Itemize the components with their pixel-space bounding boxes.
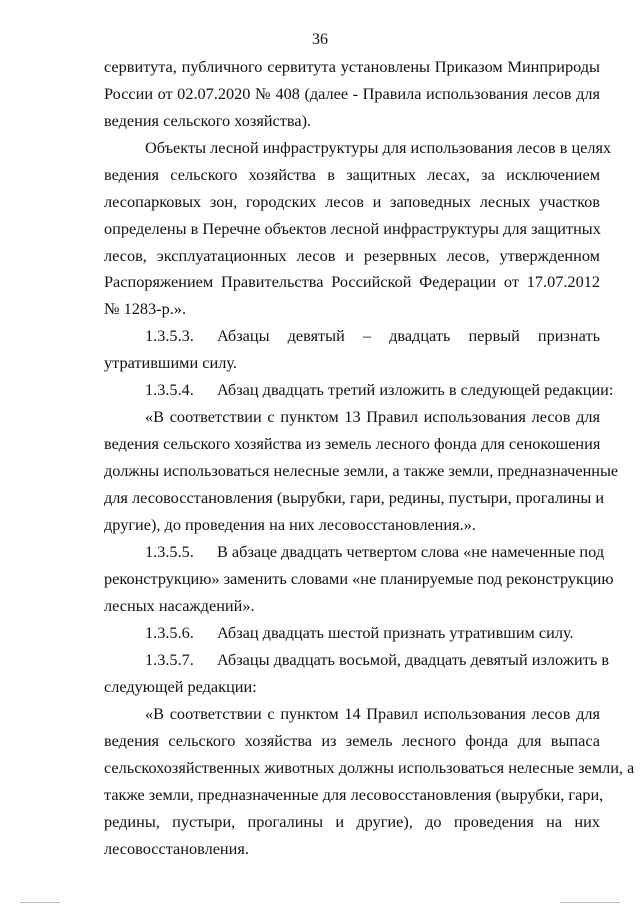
- text-line: Распоряжением Правительства Российской Федерации от 17.07.2012: [104, 272, 600, 291]
- text-line: для лесовосстановления (вырубки, гари, редины, пустыри, прогалины и: [104, 488, 605, 507]
- text-line: лесовосстановления.: [104, 839, 249, 858]
- text-line: лесных насаждений».: [104, 596, 255, 615]
- item-text: Абзац двадцать третий изложить в следующей редакции:: [217, 380, 614, 399]
- scan-edge-mark: [560, 902, 620, 903]
- text-line: ведения сельского хозяйства из земель лесного фонда для выпаса: [104, 731, 600, 750]
- text-line: должны использоваться нелесные земли, а также земли, предназначенные: [104, 461, 619, 480]
- paragraph-first-line: Объекты лесной инфраструктуры для использования лесов в целях: [145, 138, 612, 157]
- item-number: 1.3.5.4.: [145, 380, 194, 399]
- quote-first-line: «В соответствии с пунктом 14 Правил использования лесов для: [145, 704, 600, 723]
- item-text: Абзац двадцать шестой признать утратившим силу.: [217, 623, 574, 642]
- item-number: 1.3.5.5.: [145, 542, 194, 561]
- text-line: ведения сельского хозяйства в защитных лесах, за исключением: [104, 165, 600, 184]
- text-line: реконструкцию» заменить словами «не планируемые под реконструкцию: [104, 569, 614, 588]
- scan-edge-mark: [20, 902, 60, 903]
- item-number: 1.3.5.7.: [145, 650, 194, 669]
- text-line: следующей редакции:: [104, 677, 257, 696]
- text-line: ведения сельского хозяйства).: [104, 111, 312, 130]
- item-text: Абзацы девятый – двадцать первый признать: [217, 326, 600, 345]
- page-number: 36: [312, 31, 328, 48]
- text-line: редины, пустыри, прогалины и другие), до проведения на них: [104, 812, 600, 831]
- text-line: также земли, предназначенные для лесовосстановления (вырубки, гари,: [104, 785, 604, 804]
- text-line: ведения сельского хозяйства из земель лесного фонда для сенокошения: [104, 434, 601, 453]
- text-line: № 1283-р.».: [104, 299, 187, 318]
- quote-first-line: «В соответствии с пунктом 13 Правил использования лесов для: [145, 407, 600, 426]
- item-number: 1.3.5.6.: [145, 623, 194, 642]
- text-line: сельскохозяйственных животных должны использоваться нелесные земли, а: [104, 758, 635, 777]
- text-line: другие), до проведения на них лесовосстановления.».: [104, 515, 476, 534]
- text-line: сервитута, публичного сервитута установлены Приказом Минприроды: [104, 57, 600, 76]
- item-text: Абзацы двадцать восьмой, двадцать девятый изложить в: [217, 650, 610, 669]
- text-line: России от 02.07.2020 № 408 (далее - Правила использования лесов для: [104, 84, 600, 103]
- text-line: утратившими силу.: [104, 353, 237, 372]
- text-line: лесов, эксплуатационных лесов и резервных лесов, утвержденном: [104, 246, 600, 265]
- item-text: В абзаце двадцать четвертом слова «не намеченные под: [217, 542, 605, 561]
- item-number: 1.3.5.3.: [145, 326, 194, 345]
- text-line: определены в Перечне объектов лесной инфраструктуры для защитных: [104, 219, 601, 238]
- text-line: лесопарковых зон, городских лесов и заповедных лесных участков: [104, 192, 600, 211]
